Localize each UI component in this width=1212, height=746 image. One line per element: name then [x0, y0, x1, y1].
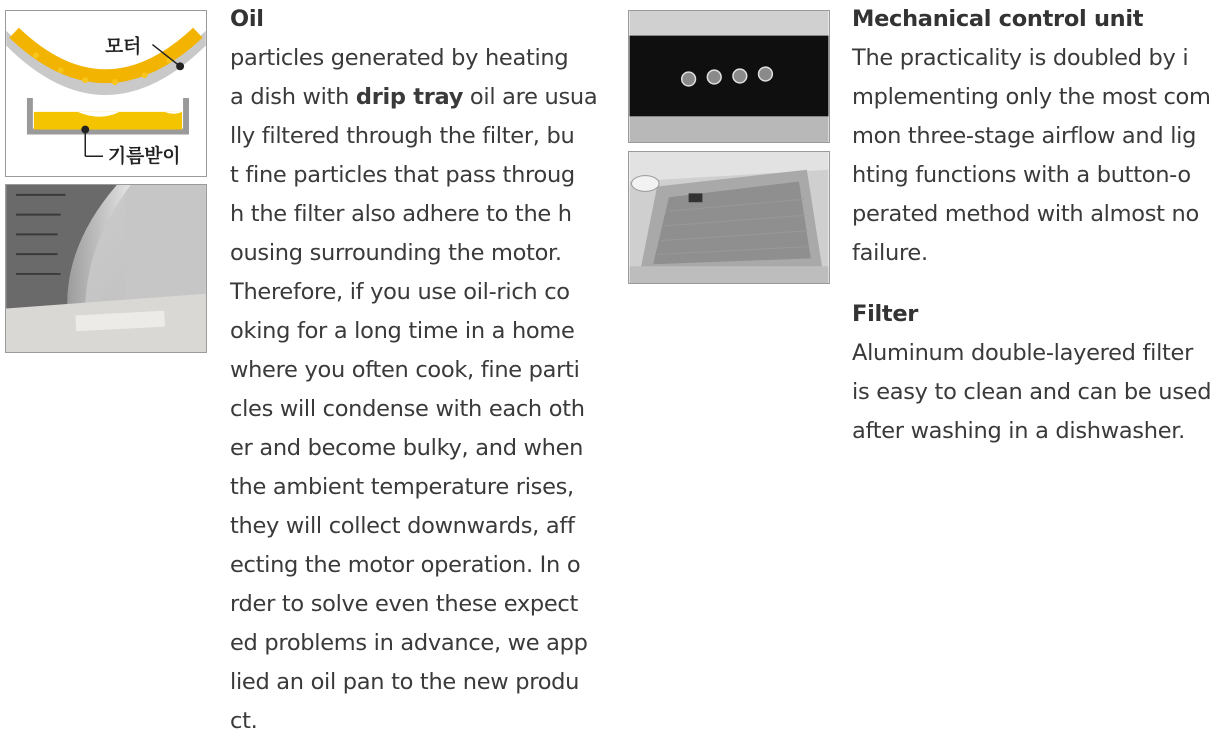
- oil-body-segment: oking for a long time in a home: [230, 318, 575, 344]
- oil-body-segment: they will collect downwards, aff: [230, 513, 575, 539]
- oil-body-segment: ousing surrounding the motor.: [230, 240, 562, 266]
- filter-photo: [628, 151, 830, 284]
- oil-body-segment: ct.: [230, 708, 258, 734]
- control-body-line: mplementing only the most com: [852, 84, 1211, 110]
- oil-body-line: [230, 624, 600, 663]
- oil-body-segment: the ambient temperature rises,: [230, 474, 574, 500]
- oil-body-segment: particles generated by heating: [230, 45, 569, 71]
- control-body-text: [852, 39, 1212, 273]
- oil-body-segment: oil are usua: [463, 84, 598, 110]
- filter-body-text: [852, 334, 1212, 451]
- filter-title: Filter: [852, 301, 919, 327]
- control-body-line: hting functions with a button-o: [852, 162, 1191, 188]
- oil-body-line: [230, 312, 600, 351]
- oil-body-segment: ed problems in advance, we app: [230, 630, 588, 656]
- oil-body-segment: Therefore, if you use oil-rich co: [230, 279, 570, 305]
- oil-body-line: [230, 156, 600, 195]
- oil-body-segment: h the filter also adhere to the h: [230, 201, 572, 227]
- oil-pan-diagram: [5, 10, 207, 177]
- fan-speed-2-button-icon[interactable]: [733, 69, 747, 83]
- oil-body-line: [230, 39, 600, 78]
- oil-body-segment: ecting the motor operation. In o: [230, 552, 581, 578]
- oil-body-segment: lly filtered through the filter, bu: [230, 123, 575, 149]
- fan-button-icon[interactable]: [707, 70, 721, 84]
- oil-body-text: [230, 39, 600, 741]
- control-panel-photo: [628, 10, 830, 143]
- oil-body-segment: lied an oil pan to the new produ: [230, 669, 580, 695]
- oil-body-line: [230, 663, 600, 702]
- oil-body-line: [230, 78, 600, 117]
- oil-body-line: [230, 195, 600, 234]
- oil-text-column: [230, 0, 600, 741]
- control-body-line: The practicality is doubled by i: [852, 45, 1189, 71]
- oil-body-line: [230, 702, 600, 741]
- motor-housing-photo: [5, 184, 207, 353]
- oil-title: Oil: [230, 6, 264, 32]
- oil-body-segment: cles will condense with each oth: [230, 396, 585, 422]
- oil-body-line: [230, 546, 600, 585]
- oil-body-segment: er and become bulky, and when: [230, 435, 584, 461]
- filter-body-line: after washing in a dishwasher.: [852, 418, 1185, 444]
- oil-body-segment: t fine particles that pass throug: [230, 162, 575, 188]
- filter-body-line: Aluminum double-layered filter: [852, 340, 1194, 366]
- oil-body-line: [230, 390, 600, 429]
- filter-body-line: is easy to clean and can be used: [852, 379, 1212, 405]
- oil-body-line: [230, 507, 600, 546]
- fan-speed-3-button-icon[interactable]: [759, 67, 773, 81]
- oil-body-segment: rder to solve even these expect: [230, 591, 579, 617]
- light-button-icon[interactable]: [682, 72, 696, 86]
- oil-body-segment: where you often cook, fine parti: [230, 357, 580, 383]
- control-body-line: mon three-stage airflow and lig: [852, 123, 1197, 149]
- control-text-column: [852, 0, 1212, 451]
- oil-body-line: [230, 234, 600, 273]
- control-body-line: failure.: [852, 240, 928, 266]
- oil-body-line: [230, 351, 600, 390]
- drip-tray-label: 기름받이: [107, 146, 181, 168]
- oil-body-line: [230, 468, 600, 507]
- motor-label: 모터: [105, 36, 142, 58]
- control-body-line: perated method with almost no: [852, 201, 1199, 227]
- oil-body-line: [230, 117, 600, 156]
- oil-body-segment: a dish with: [230, 84, 356, 110]
- oil-body-line: [230, 585, 600, 624]
- oil-body-line: [230, 273, 600, 312]
- filter-latch-icon: [689, 193, 703, 202]
- oil-body-line: [230, 429, 600, 468]
- drip-tray-emphasis: drip tray: [355, 84, 464, 110]
- control-title: Mechanical control unit: [852, 6, 1144, 32]
